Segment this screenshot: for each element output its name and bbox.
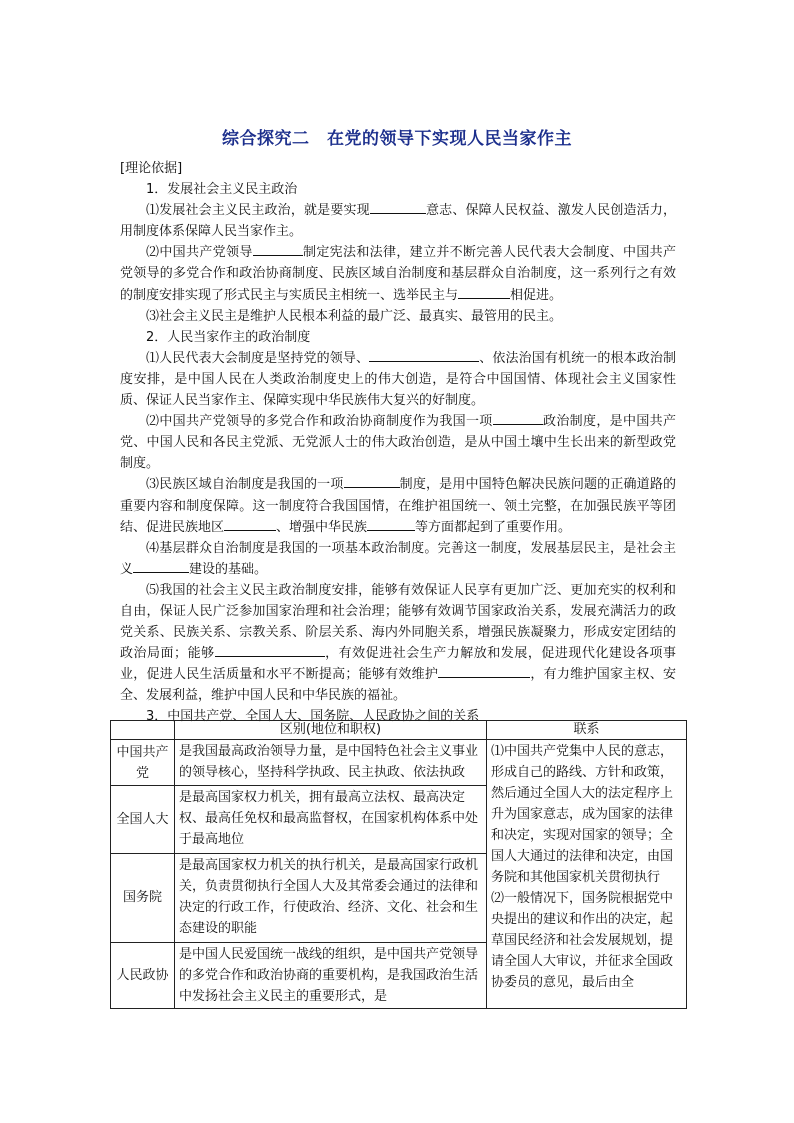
text-segment: ⑶民族区域自治制度是我国的一项 <box>146 477 344 493</box>
paragraph-2-1 <box>120 348 676 411</box>
section-label: [理论依据] <box>120 161 183 176</box>
desc-cell <box>175 942 487 1009</box>
paragraph-1-3: ⑶社会主义民主是维护人民根本利益的最广泛、最真实、最管用的民主。 <box>146 308 563 324</box>
paragraph-1-2 <box>120 242 676 305</box>
desc-text: 是中国人民爱国统一战线的组织，是中国共产党领导的多党合作和政治协商的重要机构，是我国政治生活中发扬社会主义民主的重要形式，是 <box>179 946 479 1004</box>
page-title: 综合探究二 在党的领导下实现人民当家作主 <box>222 129 572 149</box>
text-segment: ⑴人民代表大会制度是坚持党的领导、 <box>146 350 370 366</box>
fill-blank[interactable] <box>493 411 543 425</box>
text-segment: ⑴发展社会主义民主政治，就是要实现 <box>146 203 370 219</box>
desc-cell: 是最高国家权力机关的执行机关，是最高国家行政机关，负责贯彻执行全国人大及其常委会通过的法律和决定的行政工作，行使政治、经济、文化、社会和生态建设的职能 <box>175 853 487 942</box>
paragraph-2-2 <box>120 411 676 474</box>
link-cell <box>487 740 687 1009</box>
text-segment: ⑵中国共产党领导 <box>146 245 253 261</box>
relations-table <box>110 720 687 1009</box>
heading-2: 2．人民当家作主的政治制度 <box>146 329 311 345</box>
fill-blank[interactable] <box>215 643 325 657</box>
header-link: 联系 <box>487 721 687 740</box>
fill-blank[interactable] <box>344 474 400 488</box>
header-org <box>111 721 175 740</box>
table-header-row <box>111 721 687 740</box>
desc-cell: 是最高国家权力机关，拥有最高立法权、最高决定权、最高任免权和最高监督权，在国家机构体系中处于最高地位 <box>175 786 487 854</box>
fill-blank[interactable] <box>367 517 415 531</box>
desc-cell: 是我国最高政治领导力量，是中国特色社会主义事业的领导核心，坚持科学执政、民主执政、依法执政 <box>175 740 487 786</box>
paragraph-1-1 <box>120 200 676 242</box>
org-cell: 人民政协 <box>111 942 175 1009</box>
text-segment: 、依法治国有机统一的根本政治制度安排，是中国人民在人类政治制度史上的伟大创造，是符合中国国情、体现社会主义国家性质、保证人民当家作主、保障实现中华民族伟大复兴的好制度。 <box>120 350 676 409</box>
text-segment: ⑸我国的社会主义民主政治制度安排，能够有效保证人民享有更加广泛、更加充实的权利和自由，保证人民广泛参加国家治理和社会治理；能够有效调节国家政治关系，发展充满活力的政党关系、民族关系、宗教关系、阶层关系、海内外同胞关系，增强民族凝聚力，形成安定团结的政治局面；能够 <box>120 582 676 662</box>
text-segment: 建设的基础。 <box>189 561 268 577</box>
document-body <box>120 158 676 728</box>
text-segment: ，有力维护国家主权、安全、发展利益，维护中国人民和中华民族的福祉。 <box>120 667 676 704</box>
link-paragraph-1: ⑴中国共产党集中人民的意志，形成自己的路线、方针和政策，然后通过全国人大的法定程序上升为国家意志，成为国家的法律和决定，实现对国家的领导；全国人大通过的法律和决定，由国务院和其他国家机关贯彻执行 <box>491 744 674 885</box>
fill-blank[interactable] <box>369 348 479 362</box>
heading-3: 3．中国共产党、全国人大、国务院、人民政协之间的关系 <box>146 709 480 725</box>
text-segment: 等方面都起到了重要作用。 <box>415 519 572 535</box>
text-segment: 意志、保障人民权益、激发人民创造活力，用制度体系保障人民当家作主。 <box>120 203 676 240</box>
org-cell: 国务院 <box>111 853 175 942</box>
text-segment: 相促进。 <box>510 287 563 303</box>
text-segment: ，有效促进社会生产力解放和发展，促进现代化建设各项事业，促进人民生活质量和水平不断提高；能够有效维护 <box>120 646 676 683</box>
org-cell: 中国共产党 <box>111 740 175 786</box>
table-row <box>111 740 687 786</box>
paragraph-2-3 <box>120 474 676 537</box>
heading-1: 1．发展社会主义民主政治 <box>146 182 298 198</box>
fill-blank[interactable] <box>224 517 276 531</box>
fill-blank[interactable] <box>253 242 303 256</box>
text-segment: ⑵中国共产党领导的多党合作和政治协商制度作为我国一项 <box>146 414 493 430</box>
header-difference: 区别(地位和职权) <box>175 721 487 740</box>
paragraph-2-5 <box>120 580 676 707</box>
text-segment: 政治制度，是中国共产党、中国人民和各民主党派、无党派人士的伟大政治创造，是从中国土壤中生长出来的新型政党制度。 <box>120 414 676 472</box>
text-segment: ⑷基层群众自治制度是我国的一项基本政治制度。完善这一制度，发展基层民主，是社会主义 <box>120 540 676 577</box>
link-paragraph-2: ⑵一般情况下，国务院根据党中央提出的建议和作出的决定，起草国民经济和社会发展规划，提请全国人大审议，并征求全国政协委员的意见，最后由全 <box>491 891 674 990</box>
paragraph-2-4 <box>120 538 676 580</box>
fill-blank[interactable] <box>133 559 189 573</box>
fill-blank[interactable] <box>458 285 510 299</box>
fill-blank[interactable] <box>370 200 426 214</box>
text-segment: 制度，是用中国特色解决民族问题的正确道路的重要内容和制度保障。这一制度符合我国国情，在维护祖国统一、领土完整，在加强民族平等团结、促进民族地区 <box>120 477 676 535</box>
org-cell: 全国人大 <box>111 786 175 854</box>
text-segment: 、增强中华民族 <box>276 519 368 535</box>
link-content <box>491 741 682 1007</box>
fill-blank[interactable] <box>438 664 530 678</box>
text-segment: 制定宪法和法律，建立并不断完善人民代表大会制度、中国共产党领导的多党合作和政治协商制度、民族区域自治制度和基层群众自治制度，这一系列行之有效的制度安排实现了形式民主与实质民主相统一、选举民主与 <box>120 245 676 303</box>
